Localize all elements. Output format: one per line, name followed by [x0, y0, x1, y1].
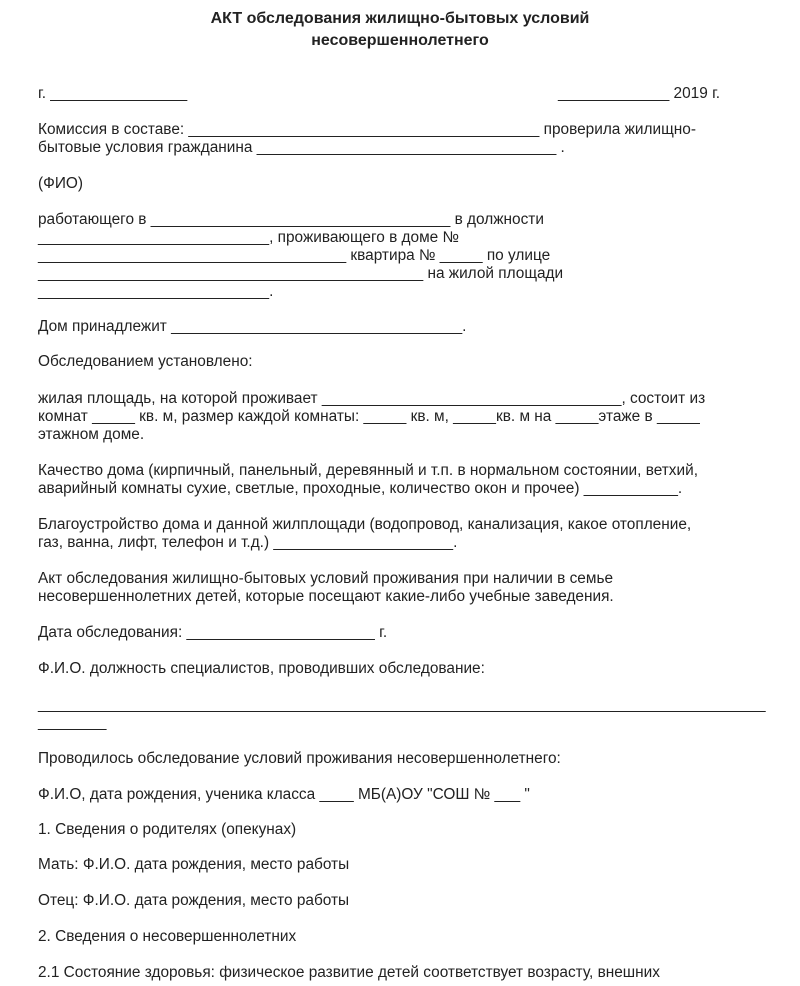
- amenities-line-2: газ, ванна, лифт, телефон и т.д.) _____________________.: [38, 534, 458, 551]
- quality-line-2: аварийный комнаты сухие, светлые, проходные, количество окон и прочее) ___________.: [38, 480, 683, 497]
- mother-line: Мать: Ф.И.О. дата рождения, место работы: [38, 856, 350, 873]
- area-line: жилая площадь, на которой проживает ___________________________________, состоит из: [38, 390, 706, 407]
- house-owner-line: Дом принадлежит __________________________________.: [38, 318, 467, 335]
- father-line: Отец: Ф.И.О. дата рождения, место работы: [38, 892, 350, 909]
- act-note-line-2: несовершеннолетних детей, которые посещают какие-либо учебные заведения.: [38, 588, 614, 605]
- student-line: Ф.И.О, дата рождения, ученика класса ____ МБ(А)ОУ "СОШ № ___ ": [38, 786, 530, 803]
- title-line-2: несовершеннолетнего: [311, 32, 489, 49]
- commission-line: Комиссия в составе: _________________________________________ проверила жилищно-: [38, 121, 696, 138]
- floors-line: этажном доме.: [38, 426, 145, 443]
- survey-conducted-line: Проводилось обследование условий проживания несовершеннолетнего:: [38, 750, 561, 767]
- header-city: г. ________________: [38, 85, 188, 102]
- specialists-blank: _____________________________________________________________________________________: [38, 696, 766, 713]
- commission-line-2: бытовые условия гражданина ___________________________________ .: [38, 139, 565, 156]
- section-parents: 1. Сведения о родителях (опекунах): [38, 821, 297, 838]
- act-note-line: Акт обследования жилищно-бытовых условий проживания при наличии в семье: [38, 570, 614, 587]
- living-area-line: _____________________________________________ на жилой площади: [38, 265, 564, 282]
- living-area-line-2: ___________________________.: [38, 283, 274, 300]
- findings-heading: Обследованием установлено:: [38, 353, 253, 370]
- residence-line: ___________________________, проживающего в доме №: [38, 229, 460, 246]
- title-line-1: АКТ обследования жилищно-бытовых условий: [210, 10, 590, 27]
- work-line: работающего в ___________________________________ в должности: [38, 211, 544, 228]
- quality-line: Качество дома (кирпичный, панельный, деревянный и т.п. в нормальном состоянии, ветхий,: [38, 462, 698, 479]
- amenities-line: Благоустройство дома и данной жилплощади (водопровод, канализация, какое отопление,: [38, 516, 692, 533]
- health-line: 2.1 Состояние здоровья: физическое развитие детей соответствует возрасту, внешних: [38, 964, 660, 981]
- section-minors: 2. Сведения о несовершеннолетних: [38, 928, 297, 945]
- apartment-line: ____________________________________ квартира № _____ по улице: [38, 247, 551, 264]
- survey-date-line: Дата обследования: ______________________ г.: [38, 624, 388, 641]
- fio-label: (ФИО): [38, 175, 83, 192]
- header-date: _____________ 2019 г.: [558, 85, 721, 102]
- specialists-blank-2: ________: [38, 714, 107, 731]
- rooms-line: комнат _____ кв. м, размер каждой комнаты: _____ кв. м, _____кв. м на _____этаже в _____: [38, 408, 700, 425]
- specialists-line: Ф.И.О. должность специалистов, проводивших обследование:: [38, 660, 485, 677]
- document-title: [0, 8, 800, 52]
